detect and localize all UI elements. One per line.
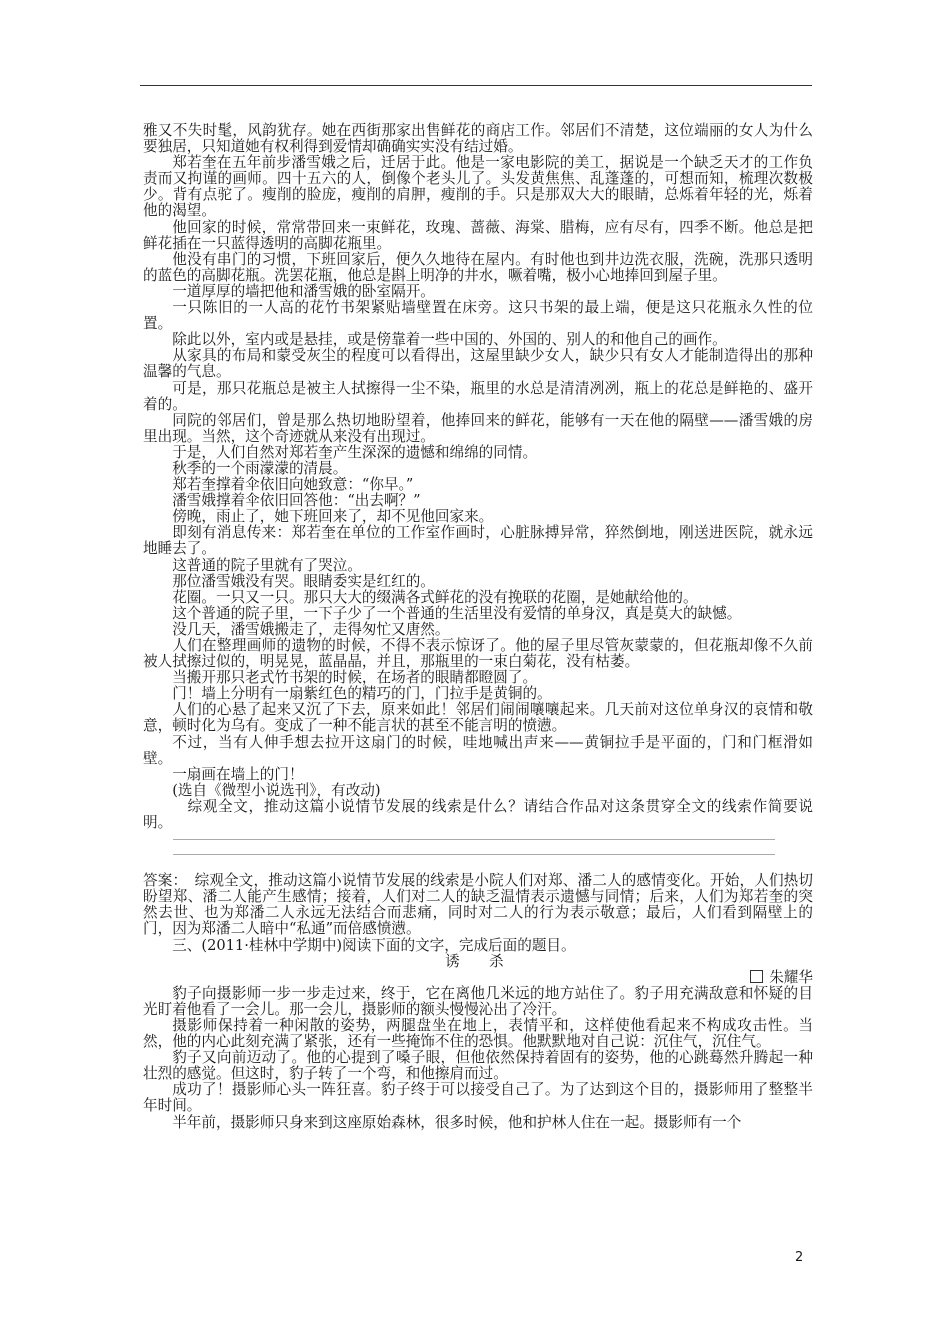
- paragraph: 除此以外，室内或是悬挂，或是傍靠着一些中国的、外国的、别人的和他自己的画作。: [172, 331, 727, 349]
- header-rule: [140, 85, 812, 86]
- paragraph: 他回家的时候，常常带回来一束鲜花，玫瑰、蔷薇、海棠、腊梅，应有尽有，四季不断。他总是把鲜花插在一只蓝得透明的高脚花瓶里。: [143, 218, 813, 252]
- paragraph: 豹子又向前迈动了。他的心提到了嗓子眼，但他依然保持着固有的姿势，他的心跳蓦然升腾起一种壮烈的感觉。但这时，豹子转了一个弯，和他擦肩而过。: [143, 1049, 813, 1083]
- paragraph: 这个普通的院子里，一下子少了一个普通的生活里没有爱情的单身汉，真是莫大的缺憾。: [172, 604, 742, 622]
- paragraph: 他没有串门的习惯，下班回家后，便久久地待在屋内。有时他也到井边洗衣服，洗碗，洗那只透明的蓝色的高脚花瓶。洗罢花瓶，他总是斟上明净的井水，噘着嘴，极小心地捧回到屋子里。: [143, 250, 813, 284]
- paragraph: 综观全文，推动这篇小说情节发展的线索是什么？请结合作品对这条贯穿全文的线索作简要说明。: [143, 797, 813, 832]
- section-heading: 三、(2011·桂林中学期中)阅读下面的文字，完成后面的题目。: [172, 936, 576, 954]
- paragraph: 于是，人们自然对郑若奎产生深深的遗憾和绵绵的同情。: [172, 443, 538, 461]
- paragraph: 人们的心悬了起来又沉了下去，原来如此！邻居们闹闹嚷嚷起来。几天前对这位单身汉的哀情和敬意，顿时化为乌有。变成了一种不能言状的甚至不能言明的愤懑。: [143, 701, 813, 735]
- paragraph: (选自《微型小说选刊》，有改动): [172, 781, 381, 799]
- paragraph: 秋季的一个雨濛濛的清晨。: [172, 459, 348, 477]
- page-number: 2: [795, 1250, 804, 1265]
- paragraph: 一只陈旧的一人高的花竹书架紧贴墙壁置在床旁。这只书架的最上端，便是这只花瓶永久性的位置。: [143, 299, 813, 333]
- paragraph: 雅又不失时髦，风韵犹存。她在西街那家出售鲜花的商店工作。邻居们不清楚，这位端丽的女人为什么要独居，只知道她有权利得到爱情却确确实实没有结过婚。: [143, 122, 813, 156]
- story-author-line: [143, 970, 813, 986]
- checkbox-square: [750, 970, 763, 983]
- paragraph: 不过，当有人伸手想去拉开这扇门的时候，哇地喊出声来——黄铜拉手是平面的，门和门框滑如壁。: [143, 733, 813, 767]
- paragraph: 郑若奎撑着伞依旧向她致意：“你早。”: [172, 476, 414, 494]
- paragraph: 同院的邻居们，曾是那么热切地盼望着，他捧回来的鲜花，能够有一天在他的隔壁——潘雪娥的房里出现。当然，这个奇迹就从来没有出现过。: [143, 411, 813, 445]
- paragraph: 从家具的布局和蒙受灰尘的程度可以看得出，这屋里缺少女人，缺少只有女人才能制造得出的那种温馨的气息。: [143, 347, 813, 381]
- paragraph: 那位潘雪娥没有哭。眼睛委实是红红的。: [172, 572, 435, 590]
- page-body: [143, 123, 813, 1131]
- paragraph: 豹子向摄影师一步一步走过来，终于，它在离他几米远的地方站住了。豹子用充满敌意和怀疑的目光盯着他看了一会儿。那一会儿，摄影师的额头慢慢沁出了冷汗。: [143, 984, 813, 1018]
- paragraph: 潘雪娥撑着伞依旧回答他：“出去啊？”: [172, 492, 421, 510]
- paragraph: 没几天，潘雪娥搬走了，走得匆忙又唐然。: [172, 620, 450, 638]
- paragraph: 一道厚厚的墙把他和潘雪娥的卧室隔开。: [172, 282, 435, 300]
- paragraph: 这普通的院子里就有了哭泣。: [172, 556, 362, 574]
- second-story-text: [143, 986, 813, 1131]
- paragraph: 郑若奎在五年前步潘雪娥之后，迁居于此。他是一家电影院的美工，据说是一个缺乏天才的工作负责而又拘谨的画师。四十五六的人，倒像个老头儿了。头发黄焦焦、乱蓬蓬的，可想而知，梳理次数极少。背有点驼了。瘦削的脸庞，瘦削的肩胛，瘦削的手。只是那双大大的眼睛，总烁着年轻的光，烁着他的渴望。: [143, 154, 813, 220]
- answer-blank-line: [173, 839, 775, 840]
- paragraph: 门！墙上分明有一扇紫红色的精巧的门，门拉手是黄铜的。: [172, 685, 552, 703]
- paragraph: 成功了！摄影师心头一阵狂喜。豹子终于可以接受自己了。为了达到这个目的，摄影师用了整整半年时间。: [143, 1081, 813, 1115]
- story-author: 朱耀华: [769, 968, 813, 986]
- paragraph: 花圈。一只又一只。那只大大的缀满各式鲜花的没有挽联的花圈，是她献给他的。: [172, 588, 698, 606]
- paragraph: 半年前，摄影师只身来到这座原始森林，很多时候，他和护林人住在一起。摄影师有一个: [172, 1113, 742, 1131]
- paragraph: 傍晚，雨止了，她下班回来了，却不见他回家来。: [172, 508, 494, 526]
- paragraph: 当搬开那只老式竹书架的时候，在场者的眼睛都瞪圆了。: [172, 669, 538, 687]
- paragraph: 可是，那只花瓶总是被主人拭擦得一尘不染，瓶里的水总是清清冽冽，瓶上的花总是鲜艳的、盛开着的。: [143, 379, 813, 413]
- paragraph: 人们在整理画师的遗物的时候，不得不表示惊讶了。他的屋子里尽管灰蒙蒙的，但花瓶却像不久前被人拭擦过似的，明晃晃，蓝晶晶，并且，那瓶里的一束白菊花，没有枯萎。: [143, 637, 813, 671]
- answer-block: [143, 873, 813, 1131]
- paragraph: 即刻有消息传来：郑若奎在单位的工作室作画时，心脏脉搏异常，猝然倒地，刚送进医院，就永远地睡去了。: [143, 524, 813, 558]
- paragraph: 摄影师保持着一种闲散的姿势，两腿盘坐在地上，表情平和，这样使他看起来不构成攻击性。当然，他的内心此刻充满了紧张，还有一些掩饰不住的恐惧。他默默地对自己说：沉住气，沉住气。: [143, 1016, 813, 1051]
- answer-blank-line: [173, 854, 775, 855]
- paragraph: 一扇画在墙上的门！: [172, 765, 304, 783]
- answer-text: 答案： 综观全文，推动这篇小说情节发展的线索是小院人们对郑、潘二人的感情变化。开始，人们热切盼望郑、潘二人能产生感情；接着，人们对二人的缺乏温情表示遗憾与同情；后来，人们为郑若奎的突然去世、也为郑潘二人永远无法结合而悲痛，同时对二人的行为表示敬意；最后，人们看到隔壁上的门，因为郑潘二人暗中“私通”而倍感愤懑。: [143, 872, 813, 938]
- story-text: [143, 123, 813, 831]
- story-title: 诱 杀: [445, 952, 511, 970]
